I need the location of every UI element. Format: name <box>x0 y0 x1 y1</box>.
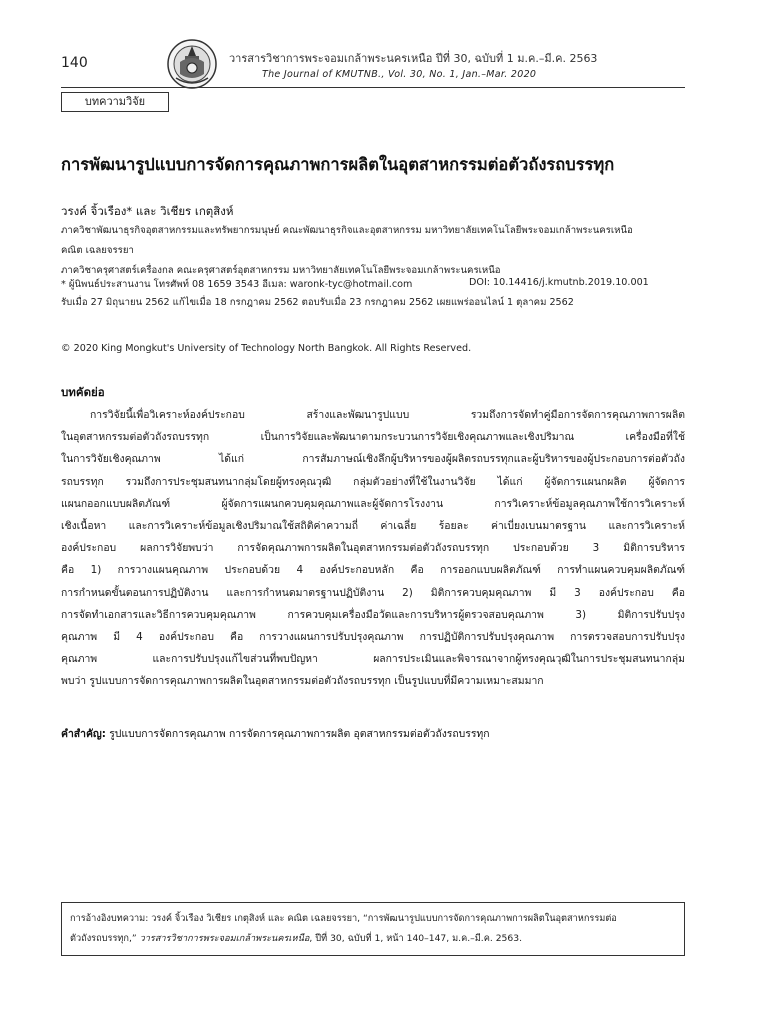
abstract-line: การกำหนดขั้นตอนการปฏิบัติงาน และการกำหนดมาตรฐานปฏิบัติงาน 2) มิติการควบคุมคุณภาพ มี 3 องค์ประกอบ คือ <box>61 586 685 599</box>
doi: DOI: 10.14416/j.kmutnb.2019.10.001 <box>469 277 649 288</box>
citation-details: , ปีที่ 30, ฉบับที่ 1, หน้า 140–147, ม.ค.–มี.ค. 2563. <box>309 933 523 944</box>
abstract-heading: บทคัดย่อ <box>61 385 105 399</box>
abstract-line: ในอุตสาหกรรมต่อตัวถังรถบรรทุก เป็นการวิจัยและพัฒนาตามกระบวนการวิจัยเชิงคุณภาพและเชิงปริมาณ เครื่องมือที่ใช้ <box>61 431 685 444</box>
affiliation-1: ภาควิชาพัฒนาธุรกิจอุตสาหกรรมและทรัพยากรมนุษย์ คณะพัฒนาธุรกิจและอุตสาหกรรม มหาวิทยาลัยเทคโนโลยีพระจอมเกล้าพระนครเหนือ <box>61 225 633 236</box>
abstract-line: คือ 1) การวางแผนคุณภาพ ประกอบด้วย 4 องค์ประกอบหลัก คือ การออกแบบผลิตภัณฑ์ การทำแผนควบคุมผลิตภัณฑ์ <box>61 564 685 577</box>
keywords-text: รูปแบบการจัดการคุณภาพ การจัดการคุณภาพการผลิต อุตสาหกรรมต่อตัวถังรถบรรทุก <box>105 728 490 740</box>
abstract-line: พบว่า รูปแบบการจัดการคุณภาพการผลิตในอุตสาหกรรมต่อตัวถังรถบรรทุก เป็นรูปแบบที่มีความเหมาะสมมาก <box>61 675 544 688</box>
abstract-line: แผนกออกแบบผลิตภัณฑ์ ผู้จัดการแผนกควบคุมคุณภาพและผู้จัดการโรงงาน การวิเคราะห์ข้อมูลคุณภาพใช้การวิเคราะห์ <box>61 497 685 510</box>
abstract-line: องค์ประกอบ ผลการวิจัยพบว่า การจัดคุณภาพการผลิตในอุตสาหกรรมต่อตัวถังรถบรรทุก ประกอบด้วย 3 มิติการบริหาร <box>61 542 685 555</box>
abstract-line: ในการวิจัยเชิงคุณภาพ ได้แก่ การสัมภาษณ์เชิงลึกผู้บริหารของผู้ผลิตรถบรรทุกและผู้บริหารของผู้ประกอบการต่อตัวถัง <box>61 453 685 466</box>
abstract-line: คุณภาพ และการปรับปรุงแก้ไขส่วนที่พบปัญหา ผลการประเมินและพิจารณาจากผู้ทรงคุณวุฒิในการประชุมสนทนากลุ่ม <box>61 653 685 666</box>
journal-title-english: The Journal of KMUTNB., Vol. 30, No. 1, Jan.–Mar. 2020 <box>262 69 537 80</box>
contact-text: * ผู้นิพนธ์ประสานงาน โทรศัพท์ 08 1659 3543 อีเมล: waronk-tyc@hotmail.com <box>61 279 413 290</box>
header-divider <box>61 87 685 88</box>
corresponding-author <box>61 277 649 292</box>
page-number: 140 <box>61 55 88 71</box>
citation-journal: วารสารวิชาการพระจอมเกล้าพระนครเหนือ <box>139 933 310 944</box>
abstract-line: รถบรรทุก รวมถึงการประชุมสนทนากลุ่มโดยผู้ทรงคุณวุฒิ กลุ่มตัวอย่างที่ใช้ในงานวิจัย ได้แก่ ผู้จัดการแผนกผลิต ผู้จัดการ <box>61 475 685 488</box>
abstract-body <box>61 404 685 692</box>
citation-box <box>61 902 685 956</box>
abstract-line: การวิจัยนี้เพื่อวิเคราะห์องค์ประกอบ สร้างและพัฒนารูปแบบ รวมถึงการจัดทำคู่มือการจัดการคุณภาพการผลิต <box>90 409 685 421</box>
abstract-line: คุณภาพ มี 4 องค์ประกอบ คือ การวางแผนการปรับปรุงคุณภาพ การปฏิบัติการปรับปรุงคุณภาพ การตรวจสอบการปรับปรุง <box>61 630 685 643</box>
journal-title-thai: วารสารวิชาการพระจอมเกล้าพระนครเหนือ ปีที่ 30, ฉบับที่ 1 ม.ค.–มี.ค. 2563 <box>229 52 598 65</box>
article-title: การพัฒนารูปแบบการจัดการคุณภาพการผลิตในอุตสาหกรรมต่อตัวถังรถบรรทุก <box>61 155 615 174</box>
abstract-line: เชิงเนื้อหา และการวิเคราะห์ข้อมูลเชิงปริมาณใช้สถิติค่าความถี่ ค่าเฉลี่ย ร้อยละ ค่าเบี่ยงเบนมาตรฐาน และการวิเคราะห์ <box>61 519 685 532</box>
keywords-label: คำสำคัญ: <box>61 728 106 740</box>
abstract-line: การจัดทำเอกสารและวิธีการควบคุมคุณภาพ การควบคุมเครื่องมือวัดและการบริหารผู้ตรวจสอบคุณภาพ 3) มิติการปรับปรุง <box>61 608 685 621</box>
article-type-box: บทความวิจัย <box>61 92 169 112</box>
citation-line-2 <box>70 929 676 949</box>
copyright: © 2020 King Mongkut's University of Technology North Bangkok. All Rights Reserved. <box>61 343 472 354</box>
university-seal-icon <box>166 38 218 90</box>
affiliation-2: ภาควิชาครุศาสตร์เครื่องกล คณะครุศาสตร์อุตสาหกรรม มหาวิทยาลัยเทคโนโลยีพระจอมเกล้าพระนครเหนือ <box>61 265 501 276</box>
citation-line-1: การอ้างอิงบทความ: วรงค์ จิ้วเรือง วิเชียร เกตุสิงห์ และ คณิต เฉลยจรรยา, “การพัฒนารูปแบบการจัดการคุณภาพการผลิตในอุตสาหกรรมต่อ <box>70 913 617 924</box>
keywords <box>61 725 490 742</box>
author-2: คณิต เฉลยจรรยา <box>61 245 134 256</box>
authors: วรงค์ จิ้วเรือง* และ วิเชียร เกตุสิงห์ <box>61 204 234 218</box>
citation-title-end: ตัวถังรถบรรทุก,” <box>70 933 140 944</box>
article-dates: รับเมื่อ 27 มิถุนายน 2562 แก้ไขเมื่อ 18 กรกฎาคม 2562 ตอบรับเมื่อ 23 กรกฎาคม 2562 เผยแพร่ออนไลน์ 1 ตุลาคม 2562 <box>61 297 574 308</box>
